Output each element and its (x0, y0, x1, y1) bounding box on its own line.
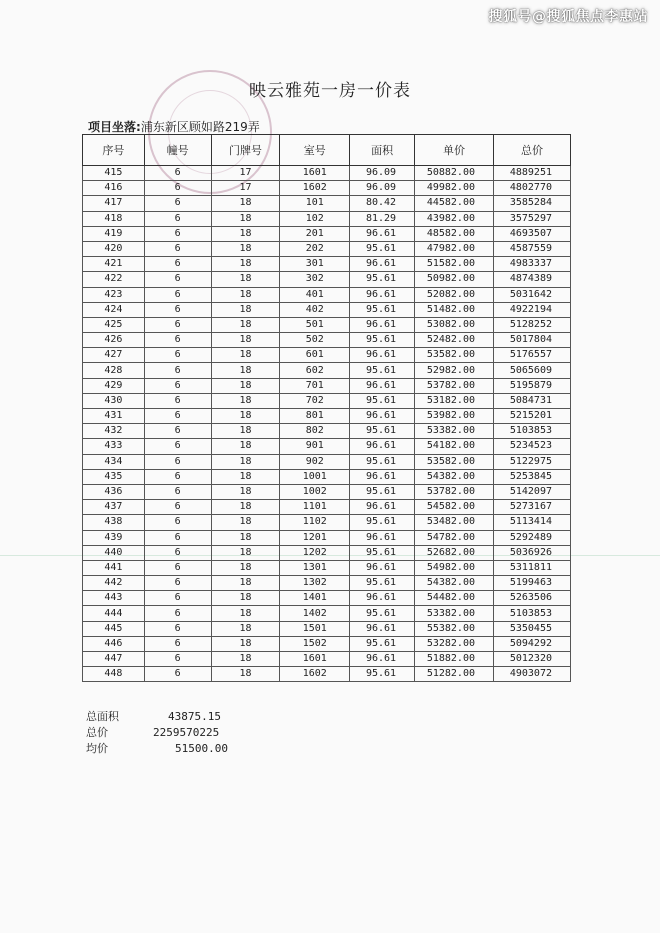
cell-building: 6 (144, 181, 211, 196)
table-row (83, 287, 571, 302)
cell-door-number: 18 (211, 302, 280, 317)
cell-area: 96.61 (350, 348, 415, 363)
table-row (83, 667, 571, 682)
cell-building: 6 (144, 257, 211, 272)
cell-unit-price: 52482.00 (415, 333, 494, 348)
cell-area: 95.61 (350, 272, 415, 287)
cell-serial: 428 (83, 363, 145, 378)
cell-building: 6 (144, 606, 211, 621)
cell-area: 96.61 (350, 652, 415, 667)
cell-total-price: 5103853 (494, 606, 571, 621)
cell-unit-price: 53982.00 (415, 409, 494, 424)
cell-unit-price: 53382.00 (415, 424, 494, 439)
cell-door-number: 18 (211, 652, 280, 667)
avg-price-label: 均价 (86, 742, 108, 755)
cell-serial: 424 (83, 302, 145, 317)
project-location (88, 118, 260, 135)
cell-building: 6 (144, 287, 211, 302)
cell-room: 302 (280, 272, 350, 287)
cell-building: 6 (144, 409, 211, 424)
cell-building: 6 (144, 378, 211, 393)
cell-total-price: 5103853 (494, 424, 571, 439)
cell-room: 602 (280, 363, 350, 378)
cell-area: 96.61 (350, 621, 415, 636)
table-header-row (83, 135, 571, 166)
table-row (83, 454, 571, 469)
cell-area: 96.61 (350, 500, 415, 515)
cell-building: 6 (144, 636, 211, 651)
cell-room: 1602 (280, 181, 350, 196)
cell-serial: 440 (83, 545, 145, 560)
cell-room: 802 (280, 424, 350, 439)
cell-serial: 431 (83, 409, 145, 424)
cell-serial: 443 (83, 591, 145, 606)
cell-building: 6 (144, 211, 211, 226)
cell-door-number: 18 (211, 378, 280, 393)
watermark: 搜狐号@搜狐焦点李惠站 (488, 9, 648, 25)
cell-room: 801 (280, 409, 350, 424)
cell-door-number: 18 (211, 530, 280, 545)
cell-area: 95.61 (350, 576, 415, 591)
cell-area: 96.61 (350, 409, 415, 424)
cell-serial: 417 (83, 196, 145, 211)
cell-building: 6 (144, 576, 211, 591)
cell-serial: 416 (83, 181, 145, 196)
cell-unit-price: 52082.00 (415, 287, 494, 302)
cell-total-price: 5017804 (494, 333, 571, 348)
cell-building: 6 (144, 484, 211, 499)
header-building: 幢号 (144, 135, 211, 166)
summary-total-price (86, 725, 228, 741)
cell-door-number: 18 (211, 409, 280, 424)
table-row (83, 424, 571, 439)
project-location-label: 项目坐落: (88, 120, 141, 134)
cell-serial: 421 (83, 257, 145, 272)
price-table (82, 134, 571, 682)
cell-door-number: 18 (211, 591, 280, 606)
cell-unit-price: 54382.00 (415, 576, 494, 591)
cell-door-number: 18 (211, 439, 280, 454)
cell-building: 6 (144, 393, 211, 408)
cell-serial: 433 (83, 439, 145, 454)
cell-total-price: 5122975 (494, 454, 571, 469)
table-row (83, 317, 571, 332)
table-row (83, 530, 571, 545)
cell-serial: 425 (83, 317, 145, 332)
cell-total-price: 5094292 (494, 636, 571, 651)
cell-building: 6 (144, 196, 211, 211)
cell-door-number: 17 (211, 181, 280, 196)
cell-total-price: 5350455 (494, 621, 571, 636)
cell-total-price: 5311811 (494, 560, 571, 575)
cell-door-number: 18 (211, 576, 280, 591)
table-row (83, 211, 571, 226)
cell-building: 6 (144, 667, 211, 682)
cell-area: 95.61 (350, 667, 415, 682)
cell-room: 1401 (280, 591, 350, 606)
cell-unit-price: 44582.00 (415, 196, 494, 211)
cell-serial: 442 (83, 576, 145, 591)
table-row (83, 302, 571, 317)
cell-total-price: 4922194 (494, 302, 571, 317)
cell-building: 6 (144, 424, 211, 439)
cell-building: 6 (144, 591, 211, 606)
total-price-value: 2259570225 (153, 726, 220, 739)
cell-serial: 437 (83, 500, 145, 515)
cell-building: 6 (144, 545, 211, 560)
cell-total-price: 5253845 (494, 469, 571, 484)
cell-unit-price: 53282.00 (415, 636, 494, 651)
cell-serial: 426 (83, 333, 145, 348)
cell-door-number: 18 (211, 317, 280, 332)
cell-unit-price: 48582.00 (415, 226, 494, 241)
cell-area: 95.61 (350, 302, 415, 317)
total-area-value: 43875.15 (168, 710, 221, 723)
summary-total-area (86, 709, 228, 725)
cell-door-number: 18 (211, 606, 280, 621)
cell-door-number: 18 (211, 500, 280, 515)
cell-unit-price: 51282.00 (415, 667, 494, 682)
cell-door-number: 18 (211, 393, 280, 408)
table-row (83, 606, 571, 621)
cell-serial: 420 (83, 241, 145, 256)
table-row (83, 333, 571, 348)
cell-unit-price: 53582.00 (415, 454, 494, 469)
cell-serial: 422 (83, 272, 145, 287)
cell-serial: 447 (83, 652, 145, 667)
cell-room: 401 (280, 287, 350, 302)
cell-building: 6 (144, 226, 211, 241)
table-row (83, 576, 571, 591)
cell-serial: 445 (83, 621, 145, 636)
cell-door-number: 18 (211, 196, 280, 211)
cell-total-price: 5065609 (494, 363, 571, 378)
header-serial: 序号 (83, 135, 145, 166)
cell-building: 6 (144, 272, 211, 287)
cell-total-price: 5036926 (494, 545, 571, 560)
cell-unit-price: 54382.00 (415, 469, 494, 484)
cell-building: 6 (144, 515, 211, 530)
cell-door-number: 18 (211, 454, 280, 469)
cell-serial: 418 (83, 211, 145, 226)
cell-total-price: 5142097 (494, 484, 571, 499)
header-total-price: 总价 (494, 135, 571, 166)
cell-area: 95.61 (350, 333, 415, 348)
cell-unit-price: 53782.00 (415, 484, 494, 499)
cell-room: 701 (280, 378, 350, 393)
cell-unit-price: 51582.00 (415, 257, 494, 272)
cell-total-price: 5263506 (494, 591, 571, 606)
cell-serial: 444 (83, 606, 145, 621)
header-door-number: 门牌号 (211, 135, 280, 166)
cell-door-number: 18 (211, 226, 280, 241)
cell-total-price: 5195879 (494, 378, 571, 393)
cell-area: 80.42 (350, 196, 415, 211)
cell-room: 501 (280, 317, 350, 332)
cell-unit-price: 53782.00 (415, 378, 494, 393)
table-row (83, 378, 571, 393)
cell-serial: 434 (83, 454, 145, 469)
cell-unit-price: 50882.00 (415, 166, 494, 181)
header-unit-price: 单价 (415, 135, 494, 166)
cell-area: 96.61 (350, 378, 415, 393)
cell-room: 902 (280, 454, 350, 469)
cell-room: 1501 (280, 621, 350, 636)
cell-room: 702 (280, 393, 350, 408)
cell-serial: 423 (83, 287, 145, 302)
cell-door-number: 18 (211, 211, 280, 226)
cell-total-price: 5012320 (494, 652, 571, 667)
cell-total-price: 4874389 (494, 272, 571, 287)
table-row (83, 393, 571, 408)
cell-building: 6 (144, 652, 211, 667)
table-row (83, 409, 571, 424)
cell-total-price: 5273167 (494, 500, 571, 515)
cell-area: 95.61 (350, 515, 415, 530)
cell-room: 1601 (280, 166, 350, 181)
cell-room: 201 (280, 226, 350, 241)
cell-room: 1102 (280, 515, 350, 530)
cell-serial: 429 (83, 378, 145, 393)
cell-room: 1602 (280, 667, 350, 682)
cell-building: 6 (144, 560, 211, 575)
cell-door-number: 18 (211, 348, 280, 363)
cell-total-price: 4983337 (494, 257, 571, 272)
cell-door-number: 18 (211, 621, 280, 636)
cell-room: 1302 (280, 576, 350, 591)
cell-unit-price: 53582.00 (415, 348, 494, 363)
cell-building: 6 (144, 500, 211, 515)
table-row (83, 652, 571, 667)
table-row (83, 484, 571, 499)
cell-serial: 427 (83, 348, 145, 363)
cell-building: 6 (144, 454, 211, 469)
summary-avg-price (86, 741, 228, 757)
cell-room: 1101 (280, 500, 350, 515)
table-row (83, 621, 571, 636)
cell-total-price: 5176557 (494, 348, 571, 363)
cell-serial: 441 (83, 560, 145, 575)
cell-building: 6 (144, 348, 211, 363)
cell-unit-price: 54182.00 (415, 439, 494, 454)
table-row (83, 439, 571, 454)
cell-room: 1201 (280, 530, 350, 545)
cell-door-number: 18 (211, 363, 280, 378)
cell-total-price: 4802770 (494, 181, 571, 196)
cell-room: 102 (280, 211, 350, 226)
cell-area: 95.61 (350, 363, 415, 378)
cell-unit-price: 53382.00 (415, 606, 494, 621)
cell-area: 96.61 (350, 530, 415, 545)
cell-area: 96.09 (350, 181, 415, 196)
cell-room: 502 (280, 333, 350, 348)
cell-door-number: 18 (211, 241, 280, 256)
cell-area: 95.61 (350, 484, 415, 499)
cell-room: 1502 (280, 636, 350, 651)
cell-unit-price: 54782.00 (415, 530, 494, 545)
cell-area: 96.61 (350, 317, 415, 332)
cell-area: 95.61 (350, 606, 415, 621)
cell-unit-price: 54482.00 (415, 591, 494, 606)
cell-room: 1202 (280, 545, 350, 560)
table-row (83, 196, 571, 211)
cell-door-number: 18 (211, 667, 280, 682)
cell-serial: 448 (83, 667, 145, 682)
cell-serial: 430 (83, 393, 145, 408)
cell-total-price: 4903072 (494, 667, 571, 682)
table-row (83, 241, 571, 256)
cell-serial: 435 (83, 469, 145, 484)
cell-area: 96.61 (350, 257, 415, 272)
cell-total-price: 3585284 (494, 196, 571, 211)
cell-total-price: 5113414 (494, 515, 571, 530)
cell-unit-price: 54582.00 (415, 500, 494, 515)
cell-area: 95.61 (350, 636, 415, 651)
cell-serial: 446 (83, 636, 145, 651)
cell-room: 301 (280, 257, 350, 272)
cell-area: 96.61 (350, 287, 415, 302)
cell-area: 95.61 (350, 393, 415, 408)
cell-door-number: 18 (211, 424, 280, 439)
cell-area: 96.61 (350, 439, 415, 454)
table-row (83, 469, 571, 484)
cell-door-number: 18 (211, 287, 280, 302)
cell-building: 6 (144, 363, 211, 378)
cell-building: 6 (144, 333, 211, 348)
cell-room: 402 (280, 302, 350, 317)
cell-total-price: 3575297 (494, 211, 571, 226)
cell-room: 1402 (280, 606, 350, 621)
cell-area: 95.61 (350, 454, 415, 469)
table-row (83, 166, 571, 181)
cell-area: 95.61 (350, 241, 415, 256)
cell-building: 6 (144, 317, 211, 332)
cell-total-price: 5292489 (494, 530, 571, 545)
header-room: 室号 (280, 135, 350, 166)
cell-total-price: 5084731 (494, 393, 571, 408)
cell-door-number: 18 (211, 484, 280, 499)
cell-area: 95.61 (350, 545, 415, 560)
cell-door-number: 18 (211, 333, 280, 348)
project-location-value: 浦东新区顾如路219弄 (140, 120, 260, 134)
table-row (83, 348, 571, 363)
table-row (83, 500, 571, 515)
cell-building: 6 (144, 621, 211, 636)
cell-door-number: 18 (211, 469, 280, 484)
cell-unit-price: 47982.00 (415, 241, 494, 256)
avg-price-value: 51500.00 (175, 742, 228, 755)
total-area-label: 总面积 (86, 710, 119, 723)
cell-room: 1001 (280, 469, 350, 484)
page-title: 映云雅苑一房一价表 (249, 81, 411, 101)
cell-unit-price: 53482.00 (415, 515, 494, 530)
table-row (83, 560, 571, 575)
cell-room: 1301 (280, 560, 350, 575)
cell-building: 6 (144, 439, 211, 454)
cell-total-price: 5215201 (494, 409, 571, 424)
cell-door-number: 18 (211, 257, 280, 272)
cell-area: 96.09 (350, 166, 415, 181)
cell-building: 6 (144, 469, 211, 484)
cell-total-price: 5128252 (494, 317, 571, 332)
cell-room: 1002 (280, 484, 350, 499)
cell-room: 901 (280, 439, 350, 454)
cell-unit-price: 51882.00 (415, 652, 494, 667)
cell-area: 81.29 (350, 211, 415, 226)
cell-area: 95.61 (350, 424, 415, 439)
cell-building: 6 (144, 302, 211, 317)
cell-unit-price: 49982.00 (415, 181, 494, 196)
cell-area: 96.61 (350, 469, 415, 484)
cell-unit-price: 51482.00 (415, 302, 494, 317)
cell-total-price: 5031642 (494, 287, 571, 302)
total-price-label: 总价 (86, 726, 108, 739)
cell-room: 101 (280, 196, 350, 211)
cell-door-number: 18 (211, 545, 280, 560)
cell-serial: 436 (83, 484, 145, 499)
header-area: 面积 (350, 135, 415, 166)
cell-building: 6 (144, 241, 211, 256)
table-row (83, 515, 571, 530)
cell-total-price: 4889251 (494, 166, 571, 181)
cell-building: 6 (144, 530, 211, 545)
table-row (83, 226, 571, 241)
cell-serial: 432 (83, 424, 145, 439)
cell-door-number: 18 (211, 636, 280, 651)
summary-block (86, 709, 228, 757)
cell-room: 601 (280, 348, 350, 363)
cell-door-number: 18 (211, 272, 280, 287)
cell-unit-price: 43982.00 (415, 211, 494, 226)
cell-unit-price: 52982.00 (415, 363, 494, 378)
table-row (83, 272, 571, 287)
cell-serial: 439 (83, 530, 145, 545)
cell-area: 96.61 (350, 560, 415, 575)
cell-door-number: 17 (211, 166, 280, 181)
cell-building: 6 (144, 166, 211, 181)
table-row (83, 363, 571, 378)
table-row (83, 591, 571, 606)
cell-unit-price: 53182.00 (415, 393, 494, 408)
cell-unit-price: 50982.00 (415, 272, 494, 287)
table-row (83, 545, 571, 560)
cell-unit-price: 55382.00 (415, 621, 494, 636)
cell-unit-price: 52682.00 (415, 545, 494, 560)
table-row (83, 257, 571, 272)
cell-total-price: 5199463 (494, 576, 571, 591)
cell-door-number: 18 (211, 560, 280, 575)
cell-door-number: 18 (211, 515, 280, 530)
cell-area: 96.61 (350, 591, 415, 606)
cell-total-price: 4587559 (494, 241, 571, 256)
table-body (83, 166, 571, 682)
cell-unit-price: 53082.00 (415, 317, 494, 332)
cell-total-price: 4693507 (494, 226, 571, 241)
table-row (83, 181, 571, 196)
cell-area: 96.61 (350, 226, 415, 241)
cell-unit-price: 54982.00 (415, 560, 494, 575)
cell-serial: 415 (83, 166, 145, 181)
cell-room: 1601 (280, 652, 350, 667)
cell-total-price: 5234523 (494, 439, 571, 454)
cell-serial: 438 (83, 515, 145, 530)
cell-serial: 419 (83, 226, 145, 241)
table-row (83, 636, 571, 651)
cell-room: 202 (280, 241, 350, 256)
